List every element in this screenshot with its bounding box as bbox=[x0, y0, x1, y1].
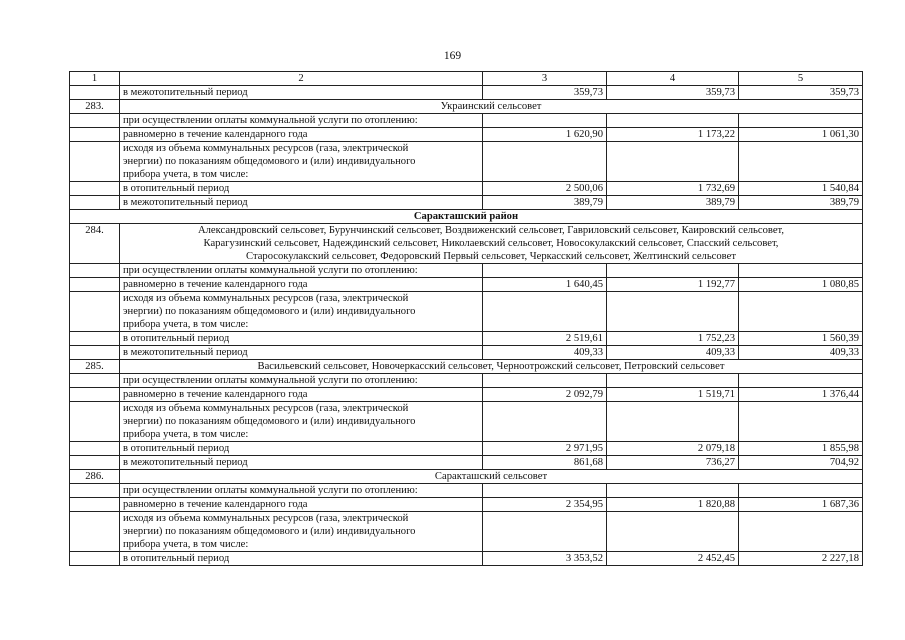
value-cell bbox=[739, 512, 863, 552]
table-row bbox=[70, 210, 863, 224]
label-line: энергии) по показаниям общедомового и (или) индивидуального bbox=[123, 416, 416, 427]
settlement-title: Васильевский сельсовет, Новочеркасский сельсовет, Черноотрожский сельсовет, Петровский сельсовет bbox=[120, 360, 863, 374]
label-line: прибора учета, в том числе: bbox=[123, 319, 249, 330]
value-cell bbox=[607, 142, 739, 182]
label-line: исходя из объема коммунальных ресурсов (газа, электрической bbox=[123, 293, 409, 304]
row-number-cell bbox=[70, 332, 120, 346]
row-label: в межотопительный период bbox=[120, 196, 483, 210]
header-row bbox=[70, 72, 863, 86]
row-number-cell bbox=[70, 114, 120, 128]
settlement-title: Саракташский сельсовет bbox=[120, 470, 863, 484]
row-label-multiline bbox=[120, 402, 483, 442]
table-row bbox=[70, 360, 863, 374]
tariff-table bbox=[69, 71, 863, 566]
table-row bbox=[70, 388, 863, 402]
item-number: 283. bbox=[70, 100, 120, 114]
row-number-cell bbox=[70, 388, 120, 402]
row-label: в отопительный период bbox=[120, 182, 483, 196]
value-cell bbox=[607, 114, 739, 128]
header-cell: 3 bbox=[483, 72, 607, 86]
row-number-cell bbox=[70, 552, 120, 566]
row-number-cell bbox=[70, 264, 120, 278]
row-label: при осуществлении оплаты коммунальной услуги по отоплению: bbox=[120, 374, 483, 388]
header-cell: 2 bbox=[120, 72, 483, 86]
table-row bbox=[70, 470, 863, 484]
settlement-line: Старосокулакский сельсовет, Федоровский Первый сельсовет, Черкасский сельсовет, Желтинский сельсовет bbox=[246, 251, 736, 262]
row-label: в межотопительный период bbox=[120, 346, 483, 360]
value-cell: 1 820,88 bbox=[607, 498, 739, 512]
value-cell: 359,73 bbox=[483, 86, 607, 100]
value-cell bbox=[483, 374, 607, 388]
row-number-cell bbox=[70, 512, 120, 552]
value-cell: 409,33 bbox=[483, 346, 607, 360]
value-cell: 861,68 bbox=[483, 456, 607, 470]
value-cell bbox=[739, 484, 863, 498]
row-number-cell bbox=[70, 128, 120, 142]
row-number-cell bbox=[70, 484, 120, 498]
row-label: в межотопительный период bbox=[120, 86, 483, 100]
table-row bbox=[70, 552, 863, 566]
value-cell: 2 092,79 bbox=[483, 388, 607, 402]
value-cell: 1 061,30 bbox=[739, 128, 863, 142]
label-line: энергии) по показаниям общедомового и (или) индивидуального bbox=[123, 156, 416, 167]
value-cell bbox=[607, 264, 739, 278]
settlement-line: Карагузинский сельсовет, Надеждинский сельсовет, Николаевский сельсовет, Новосокулакский сельсовет, Спасский сельсовет, bbox=[203, 238, 779, 249]
row-number-cell bbox=[70, 374, 120, 388]
table-row bbox=[70, 264, 863, 278]
row-number-cell bbox=[70, 346, 120, 360]
row-number-cell bbox=[70, 456, 120, 470]
value-cell bbox=[739, 264, 863, 278]
item-number: 285. bbox=[70, 360, 120, 374]
row-number-cell bbox=[70, 196, 120, 210]
item-number: 284. bbox=[70, 224, 120, 264]
table-row bbox=[70, 332, 863, 346]
table-row bbox=[70, 278, 863, 292]
value-cell bbox=[607, 374, 739, 388]
value-cell bbox=[739, 114, 863, 128]
value-cell bbox=[483, 114, 607, 128]
row-number-cell bbox=[70, 142, 120, 182]
label-line: энергии) по показаниям общедомового и (или) индивидуального bbox=[123, 306, 416, 317]
value-cell: 1 687,36 bbox=[739, 498, 863, 512]
value-cell bbox=[483, 292, 607, 332]
settlement-title: Украинский сельсовет bbox=[120, 100, 863, 114]
label-line: энергии) по показаниям общедомового и (или) индивидуального bbox=[123, 526, 416, 537]
row-label: в отопительный период bbox=[120, 552, 483, 566]
settlement-line: Александровский сельсовет, Бурунчинский сельсовет, Воздвиженский сельсовет, Гавриловский сельсовет, Каировский сельсовет, bbox=[197, 225, 785, 236]
row-number-cell bbox=[70, 292, 120, 332]
value-cell bbox=[483, 402, 607, 442]
row-number-cell bbox=[70, 402, 120, 442]
table-row bbox=[70, 114, 863, 128]
value-cell bbox=[739, 402, 863, 442]
page-number: 169 bbox=[443, 50, 462, 62]
value-cell bbox=[607, 402, 739, 442]
value-cell bbox=[483, 512, 607, 552]
row-label-multiline bbox=[120, 292, 483, 332]
value-cell: 1 640,45 bbox=[483, 278, 607, 292]
value-cell: 1 376,44 bbox=[739, 388, 863, 402]
table-row bbox=[70, 456, 863, 470]
value-cell: 2 519,61 bbox=[483, 332, 607, 346]
table-row bbox=[70, 182, 863, 196]
value-cell: 389,79 bbox=[483, 196, 607, 210]
table-row bbox=[70, 128, 863, 142]
label-line: исходя из объема коммунальных ресурсов (газа, электрической bbox=[123, 403, 409, 414]
row-number-cell bbox=[70, 182, 120, 196]
table-row bbox=[70, 292, 863, 332]
value-cell: 409,33 bbox=[739, 346, 863, 360]
value-cell: 2 354,95 bbox=[483, 498, 607, 512]
table-row bbox=[70, 100, 863, 114]
label-line: прибора учета, в том числе: bbox=[123, 429, 249, 440]
value-cell: 3 353,52 bbox=[483, 552, 607, 566]
value-cell: 1 855,98 bbox=[739, 442, 863, 456]
value-cell bbox=[739, 292, 863, 332]
value-cell: 409,33 bbox=[607, 346, 739, 360]
row-number-cell bbox=[70, 278, 120, 292]
row-label: при осуществлении оплаты коммунальной услуги по отоплению: bbox=[120, 264, 483, 278]
item-number: 286. bbox=[70, 470, 120, 484]
value-cell bbox=[607, 512, 739, 552]
value-cell: 736,27 bbox=[607, 456, 739, 470]
row-label: равномерно в течение календарного года bbox=[120, 388, 483, 402]
value-cell: 1 519,71 bbox=[607, 388, 739, 402]
row-number-cell bbox=[70, 86, 120, 100]
label-line: исходя из объема коммунальных ресурсов (газа, электрической bbox=[123, 513, 409, 524]
row-label: равномерно в течение календарного года bbox=[120, 128, 483, 142]
value-cell bbox=[483, 142, 607, 182]
header-cell: 5 bbox=[739, 72, 863, 86]
district-title: Саракташский район bbox=[70, 210, 863, 224]
table-row bbox=[70, 484, 863, 498]
value-cell: 1 080,85 bbox=[739, 278, 863, 292]
value-cell: 1 752,23 bbox=[607, 332, 739, 346]
row-label-multiline bbox=[120, 512, 483, 552]
value-cell: 1 732,69 bbox=[607, 182, 739, 196]
value-cell bbox=[483, 264, 607, 278]
value-cell: 704,92 bbox=[739, 456, 863, 470]
table-row bbox=[70, 402, 863, 442]
value-cell bbox=[739, 374, 863, 388]
value-cell: 359,73 bbox=[607, 86, 739, 100]
table-row bbox=[70, 512, 863, 552]
table-row bbox=[70, 498, 863, 512]
table-row bbox=[70, 224, 863, 264]
header-cell: 4 bbox=[607, 72, 739, 86]
row-number-cell bbox=[70, 442, 120, 456]
value-cell: 1 173,22 bbox=[607, 128, 739, 142]
value-cell bbox=[739, 142, 863, 182]
table-row bbox=[70, 86, 863, 100]
row-label: в отопительный период bbox=[120, 332, 483, 346]
value-cell: 2 500,06 bbox=[483, 182, 607, 196]
value-cell: 2 452,45 bbox=[607, 552, 739, 566]
value-cell: 1 620,90 bbox=[483, 128, 607, 142]
value-cell: 359,73 bbox=[739, 86, 863, 100]
label-line: исходя из объема коммунальных ресурсов (газа, электрической bbox=[123, 143, 409, 154]
row-label: в межотопительный период bbox=[120, 456, 483, 470]
value-cell bbox=[607, 484, 739, 498]
row-number-cell bbox=[70, 498, 120, 512]
label-line: прибора учета, в том числе: bbox=[123, 539, 249, 550]
row-label-multiline bbox=[120, 142, 483, 182]
value-cell: 2 079,18 bbox=[607, 442, 739, 456]
row-label: при осуществлении оплаты коммунальной услуги по отоплению: bbox=[120, 114, 483, 128]
row-label: равномерно в течение календарного года bbox=[120, 498, 483, 512]
table-row bbox=[70, 346, 863, 360]
value-cell bbox=[483, 484, 607, 498]
value-cell: 2 971,95 bbox=[483, 442, 607, 456]
value-cell: 1 192,77 bbox=[607, 278, 739, 292]
table-row bbox=[70, 374, 863, 388]
value-cell bbox=[607, 292, 739, 332]
table-row bbox=[70, 142, 863, 182]
row-label: в отопительный период bbox=[120, 442, 483, 456]
value-cell: 389,79 bbox=[607, 196, 739, 210]
label-line: прибора учета, в том числе: bbox=[123, 169, 249, 180]
value-cell: 1 540,84 bbox=[739, 182, 863, 196]
table-row bbox=[70, 196, 863, 210]
settlement-list bbox=[120, 224, 863, 264]
value-cell: 1 560,39 bbox=[739, 332, 863, 346]
row-label: при осуществлении оплаты коммунальной услуги по отоплению: bbox=[120, 484, 483, 498]
value-cell: 2 227,18 bbox=[739, 552, 863, 566]
value-cell: 389,79 bbox=[739, 196, 863, 210]
row-label: равномерно в течение календарного года bbox=[120, 278, 483, 292]
header-cell: 1 bbox=[70, 72, 120, 86]
table-row bbox=[70, 442, 863, 456]
